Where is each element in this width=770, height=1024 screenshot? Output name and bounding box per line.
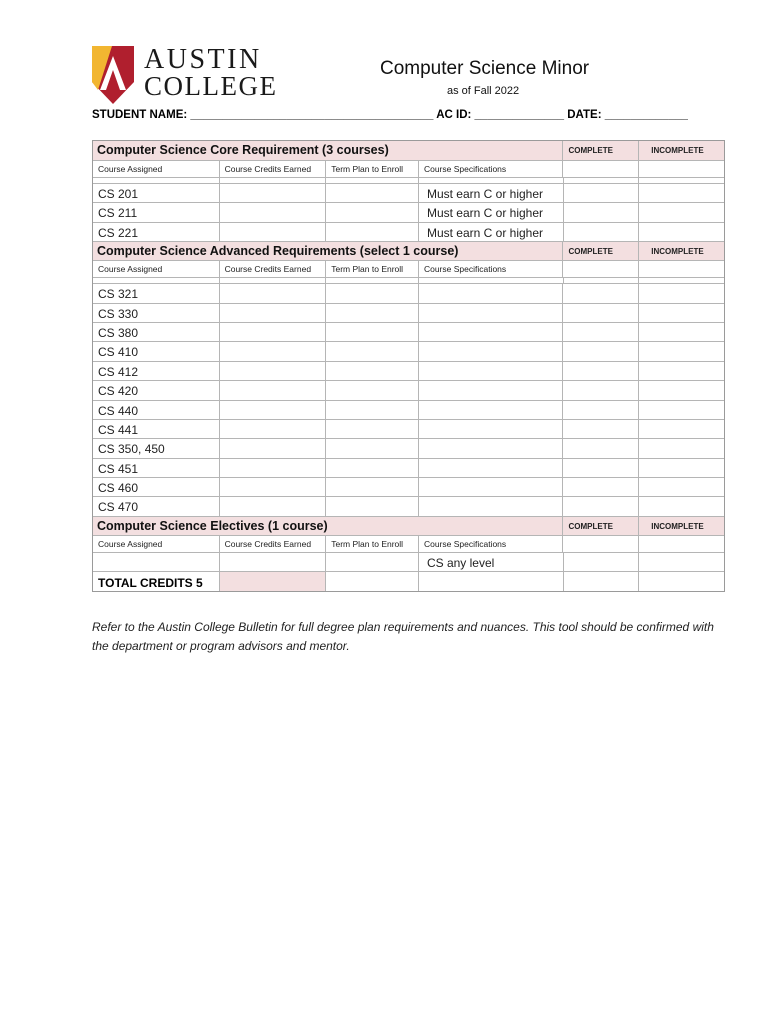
credits-field[interactable] [219,203,326,221]
column-header-row [93,535,724,552]
section-title-advanced: Computer Science Advanced Requirements (select 1 course) [97,244,459,259]
col-term-plan: Term Plan to Enroll [325,261,418,277]
col-credits-earned: Course Credits Earned [219,161,326,177]
footnote: Refer to the Austin College Bulletin for full degree plan requirements and nuances. This tool should be confirmed with the department or program advisors and mentor. [92,620,714,653]
credits-field[interactable] [219,323,326,341]
incomplete-checkbox[interactable] [638,478,724,496]
col-specifications: Course Specifications [418,536,563,552]
spec-cell [418,362,563,380]
spec-cell [418,401,563,419]
spec-cell: CS any level [418,553,563,571]
incomplete-checkbox[interactable] [638,553,724,571]
page-subtitle: as of Fall 2022 [447,85,520,97]
table-row [93,438,724,457]
course-cell: CS 440 [98,403,139,418]
course-cell: CS 470 [98,500,139,515]
credits-field[interactable] [219,553,326,571]
incomplete-checkbox[interactable] [638,203,724,221]
incomplete-checkbox[interactable] [638,439,724,457]
total-credits-field[interactable] [219,572,326,591]
spec-cell [418,342,563,360]
total-row [93,571,724,591]
term-field[interactable] [325,553,418,571]
credits-field[interactable] [219,362,326,380]
table-row [93,380,724,399]
term-field[interactable] [325,478,418,496]
degree-plan-form [92,140,725,592]
term-field[interactable] [325,223,418,241]
col-specifications: Course Specifications [418,161,563,177]
table-row [93,322,724,341]
course-cell: CS 350, 450 [98,442,165,457]
col-term-plan: Term Plan to Enroll [325,536,418,552]
table-row [93,400,724,419]
credits-field[interactable] [219,381,326,399]
term-field[interactable] [325,381,418,399]
table-row [93,202,724,221]
incomplete-checkbox[interactable] [638,459,724,477]
incomplete-checkbox[interactable] [638,284,724,302]
term-field[interactable] [325,439,418,457]
course-cell: CS 441 [98,422,139,437]
page-title: Computer Science Minor [380,58,590,79]
term-field[interactable] [325,420,418,438]
incomplete-checkbox[interactable] [638,362,724,380]
austin-college-logo [92,44,278,106]
table-row [93,552,724,571]
credits-field[interactable] [219,497,326,515]
term-field[interactable] [325,342,418,360]
spec-cell [418,497,563,515]
credits-field[interactable] [219,304,326,322]
course-cell: CS 201 [98,187,139,201]
table-row [93,496,724,515]
col-course-assigned: Course Assigned [98,264,163,275]
course-cell: CS 211 [98,206,138,221]
credits-field[interactable] [219,478,326,496]
spec-cell: Must earn C or higher [418,184,563,202]
complete-label: COMPLETE [562,141,638,160]
credits-field[interactable] [219,223,326,241]
table-row [93,419,724,438]
section-title-electives: Computer Science Electives (1 course) [97,518,328,533]
incomplete-checkbox[interactable] [638,497,724,515]
incomplete-checkbox[interactable] [638,323,724,341]
course-cell: CS 451 [98,461,139,476]
logo-line1: AUSTIN [144,44,262,75]
incomplete-label: INCOMPLETE [638,517,724,535]
spec-cell [418,459,563,477]
term-field[interactable] [325,459,418,477]
spec-cell [418,304,563,322]
term-field[interactable] [325,401,418,419]
incomplete-checkbox[interactable] [638,381,724,399]
credits-field[interactable] [219,184,326,202]
table-row [93,458,724,477]
complete-label: COMPLETE [562,517,638,535]
table-row [93,303,724,322]
complete-checkbox[interactable] [562,284,638,302]
credits-field[interactable] [219,439,326,457]
term-field[interactable] [325,284,418,302]
spec-cell [418,478,563,496]
complete-label: COMPLETE [562,242,638,260]
course-cell: CS 221 [98,225,139,240]
incomplete-checkbox[interactable] [638,401,724,419]
table-row [93,222,724,241]
credits-field[interactable] [219,284,326,302]
course-cell: CS 380 [98,325,139,340]
credits-field[interactable] [219,459,326,477]
spec-cell [418,284,563,302]
complete-checkbox[interactable] [563,203,639,221]
complete-checkbox[interactable] [562,304,638,322]
complete-checkbox[interactable] [563,553,639,571]
incomplete-checkbox[interactable] [638,342,724,360]
incomplete-checkbox[interactable] [638,420,724,438]
course-cell: CS 330 [98,306,139,321]
incomplete-label: INCOMPLETE [638,242,724,260]
col-course-assigned: Course Assigned [98,164,163,174]
complete-checkbox[interactable] [563,223,639,241]
table-row [93,477,724,496]
section-header-electives [93,516,724,535]
column-header-row [93,160,724,177]
complete-checkbox[interactable] [562,362,638,380]
section-header-core [93,141,724,160]
incomplete-checkbox[interactable] [638,304,724,322]
incomplete-checkbox[interactable] [638,223,724,241]
logo-line2: COLLEGE [144,71,278,101]
course-cell: CS 321 [98,287,139,302]
col-credits-earned: Course Credits Earned [219,261,326,277]
complete-checkbox[interactable] [562,459,638,477]
incomplete-label: INCOMPLETE [638,141,724,160]
col-credits-earned: Course Credits Earned [219,536,326,552]
complete-checkbox[interactable] [562,497,638,515]
spec-cell: Must earn C or higher [418,203,563,221]
spec-cell [418,420,563,438]
complete-checkbox[interactable] [562,381,638,399]
term-field[interactable] [325,203,418,221]
student-info-line[interactable]: STUDENT NAME: ______________________________________ AC ID: ______________ DATE: _____________ [92,109,688,121]
total-credits-label: TOTAL CREDITS 5 [98,576,203,591]
credits-field[interactable] [219,401,326,419]
course-cell[interactable] [93,553,219,571]
complete-checkbox[interactable] [563,184,639,202]
credits-field[interactable] [219,420,326,438]
term-field[interactable] [325,362,418,380]
course-cell: CS 410 [98,345,139,360]
table-row [93,283,724,302]
incomplete-checkbox[interactable] [638,184,724,202]
complete-checkbox[interactable] [562,420,638,438]
shield-icon [92,46,134,104]
table-row [93,183,724,202]
term-field[interactable] [325,304,418,322]
credits-field[interactable] [219,342,326,360]
spec-cell [418,323,563,341]
table-row [93,361,724,380]
spec-cell [418,381,563,399]
col-course-assigned: Course Assigned [98,538,163,549]
term-field[interactable] [325,323,418,341]
col-term-plan: Term Plan to Enroll [325,161,418,177]
total-term-field [325,572,418,591]
table-row [93,341,724,360]
complete-checkbox[interactable] [562,323,638,341]
course-cell: CS 412 [98,364,139,379]
course-cell: CS 460 [98,481,139,496]
term-field[interactable] [325,497,418,515]
spec-cell [418,439,563,457]
section-header-advanced [93,241,724,260]
term-field[interactable] [325,184,418,202]
spec-cell: Must earn C or higher [418,223,563,241]
complete-checkbox[interactable] [562,478,638,496]
section-title-core: Computer Science Core Requirement (3 courses) [97,143,389,157]
course-cell: CS 420 [98,384,139,399]
col-specifications: Course Specifications [418,261,563,277]
column-header-row [93,260,724,277]
complete-checkbox[interactable] [562,342,638,360]
complete-checkbox[interactable] [562,439,638,457]
complete-checkbox[interactable] [562,401,638,419]
